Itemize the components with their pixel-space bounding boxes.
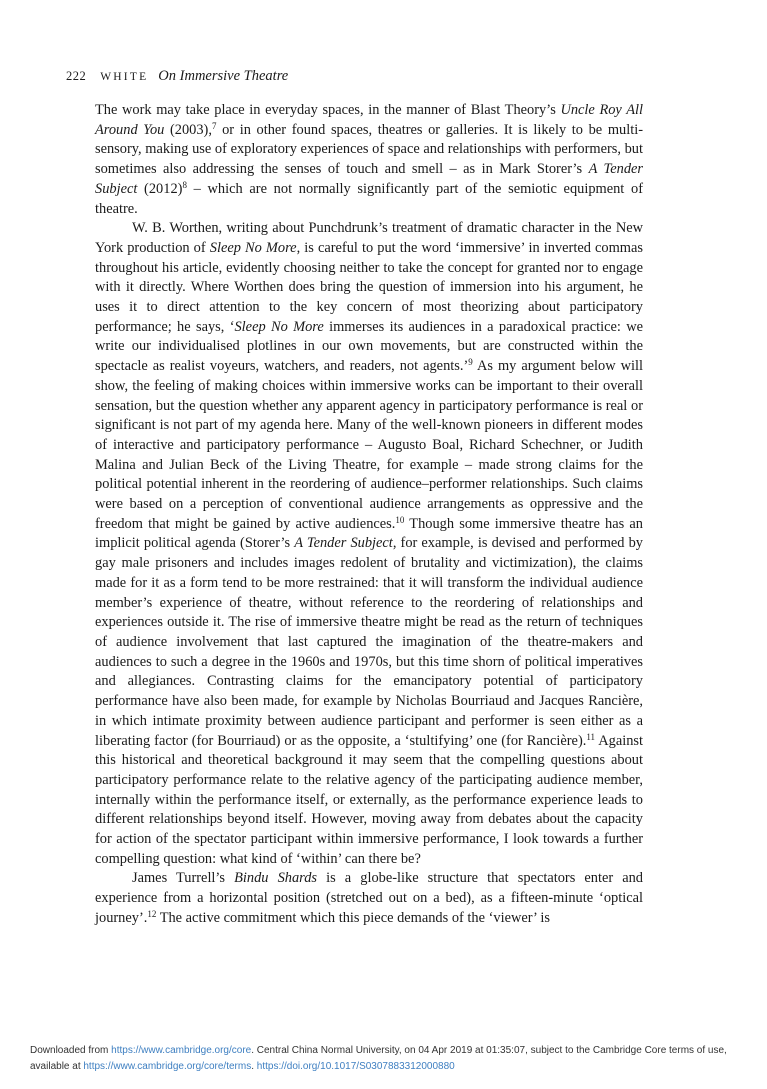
italic-run: A Tender Subject — [294, 535, 393, 552]
text-run: The work may take place in everyday spaces, in the manner of Blast Theory’s — [95, 102, 561, 118]
italic-run: Bindu Shards — [234, 870, 318, 887]
text-run: As my argument below will show, the feeling of making choices within immersive works can be important to their overall sensation, but the question whether any apparent agency in participatory performance is real or significant is not part of my agenda here. Many of the well-known pioneers in different modes of interactive and participatory performance – Augusto Boal, Richard Schechner, or Judith Malina and Julian Beck of the Living Theatre, for example – made strong claims for the political potential inherent in the reordering of audience–performer relationships. Such claims were based on a perception of conventional audience arrangements as oppressive and the freedom that might be gained by active audiences. — [95, 358, 644, 532]
body-paragraph — [95, 869, 643, 928]
text-run: (2003), — [164, 121, 212, 138]
page-number: 222 — [66, 69, 87, 83]
italic-run: Uncle Roy All Around You — [95, 102, 643, 138]
footer-line — [30, 1043, 727, 1059]
text-run: immerses its audiences in a paradoxical practice: we write our individualised plotlines in our own movements, but are constructed within the spectacle as realist voyeurs, watchers, and readers, not agents.’ — [95, 318, 643, 375]
text-run: The active commitment which this piece demands of the ‘viewer’ is — [156, 909, 550, 926]
running-header — [66, 68, 288, 85]
article-body — [95, 101, 643, 929]
footnote-reference: 10 — [395, 514, 405, 525]
text-run: – which are not normally significantly part of the semiotic equipment of theatre. — [95, 180, 643, 217]
text-run: Against this historical and theoretical background it may seem that the compelling questions about participatory performance relate to the relative agency of the participating audience member, internally within the performance itself, or externally, as the performance experience leads to different relationships beyond itself. However, moving away from debates about the capacity for action of the spectator participant within immersive performance, I look towards a further compelling question: what kind of ‘within’ can there be? — [95, 732, 643, 867]
footer-url-link[interactable]: https://www.cambridge.org/core/terms — [83, 1061, 252, 1072]
text-run: , is careful to put the word ‘immersive’ in inverted commas throughout his article, evidently choosing neither to take the concept for granted nor to engage with it directly. Where Worthen does bring the question of immersion into his argument, he uses it to direct attention to the key concern of most theorizing about participatory performance; he says, ‘ — [95, 239, 643, 335]
footnote-reference: 11 — [586, 731, 596, 742]
footer-line — [30, 1059, 727, 1075]
text-run: or in other found spaces, theatres or galleries. It is likely to be multi-sensory, making use of exploratory experiences of space and relationships with performers, but sometimes also addressing the senses of touch and smell – as in Mark Storer’s — [95, 121, 643, 178]
running-header-title: On Immersive Theatre — [158, 68, 289, 84]
text-run: James Turrell’s — [132, 870, 235, 887]
italic-run: A Tender Subject — [95, 161, 643, 197]
text-run: . — [251, 1061, 257, 1072]
footer-url-link[interactable]: https://www.cambridge.org/core — [111, 1045, 252, 1056]
text-run: W. B. Worthen, writing about Punchdrunk’s treatment of dramatic character in the New York production of — [95, 220, 643, 256]
text-run: available at — [30, 1061, 84, 1072]
running-header-author: WHITE — [100, 71, 149, 83]
footnote-reference: 8 — [182, 179, 187, 190]
footnote-reference: 7 — [211, 120, 217, 131]
text-run: . Central China Normal University, on 04 Apr 2019 at 01:35:07, subject to the Cambridge Core terms of use, — [251, 1045, 727, 1056]
footnote-reference: 12 — [147, 908, 157, 919]
footer-url-link[interactable]: https://doi.org/10.1017/S0307883312000880 — [256, 1061, 455, 1072]
footnote-reference: 9 — [468, 357, 473, 368]
body-paragraph — [95, 219, 643, 869]
text-run: Downloaded from — [30, 1045, 112, 1056]
italic-run: Sleep No More — [209, 239, 297, 256]
text-run: Though some immersive theatre has an implicit political agenda (Storer’s — [95, 515, 643, 552]
download-notice-footer — [30, 1043, 727, 1075]
text-run: is a globe-like structure that spectators enter and experience from a horizontal position (stretched out on a bed), as a fifteen-minute ‘optical journey’. — [95, 870, 643, 926]
text-run: (2012) — [137, 180, 183, 197]
body-paragraph — [95, 101, 643, 219]
italic-run: Sleep No More — [234, 318, 324, 335]
text-run: , for example, is devised and performed by gay male prisoners and includes images redolent of brutality and victimization), the claims made for it as a form tend to be more restrained: that it will transform the individual audience member’s experience of theatre, without reference to the reordering of relationships and experiences outside it. The rise of immersive theatre might be read as the return of techniques of audience involvement that last captured the imagination of the theatre-makers and audiences to such a degree in the 1960s and 1970s, but this time shorn of political imperatives and allegiances. Contrasting claims for the emancipatory potential of participatory performance have also been made, for example by Nicholas Bourriaud and Jacques Rancière, in which intimate proximity between audience participant and performer is seen either as a liberating factor (for Bourriaud) or as the opposite, a ‘stultifying’ one (for Rancière). — [95, 535, 644, 749]
